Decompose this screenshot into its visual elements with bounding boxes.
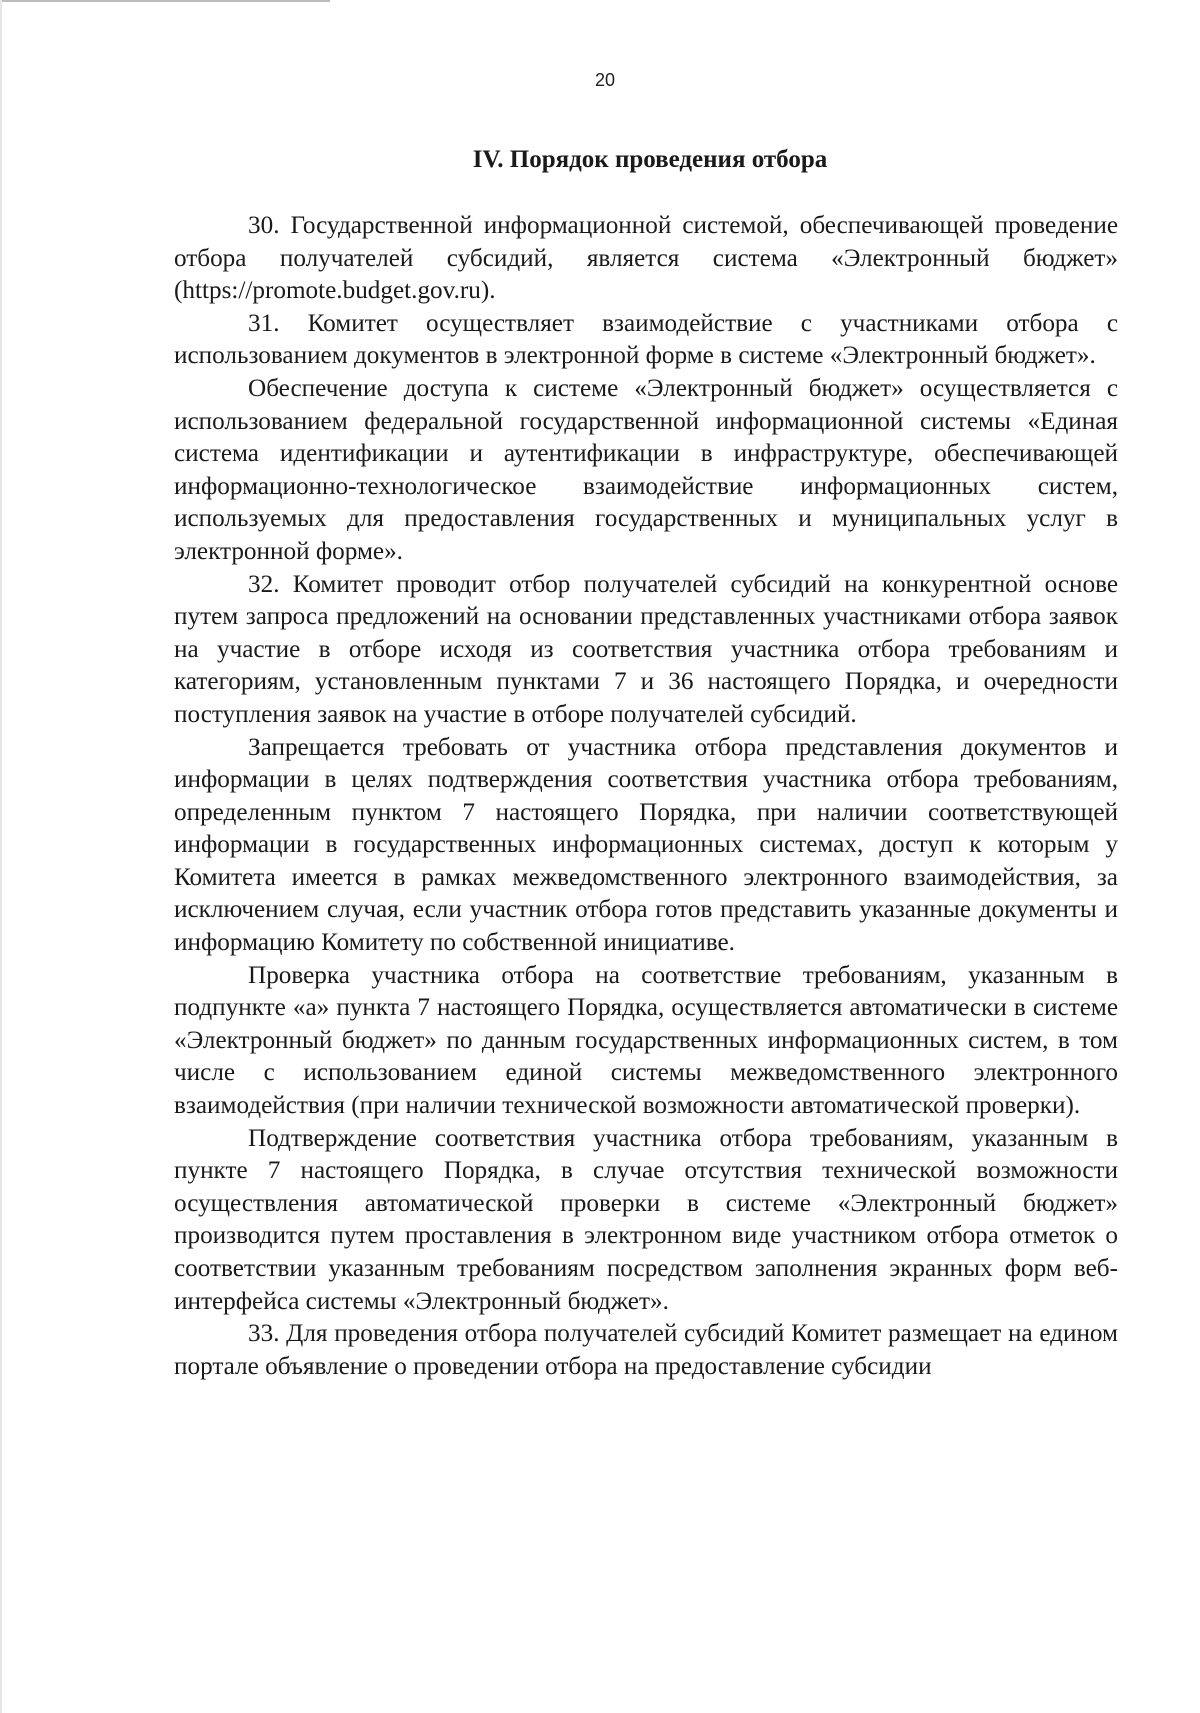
scan-edge-left [0,0,2,1713]
document-body [174,210,1118,1383]
paragraph-32-confirmation: Подтверждение соответствия участника отбора требованиям, указанным в пункте 7 настоящего Порядка, в случае отсутствия технической возможности осуществления автоматической проверки в системе «Электронный бюджет» производится путем проставления в электронном виде участником отбора отметок о соответствии указанным требованиям посредством заполнения экранных форм веб-интерфейса системы «Электронный бюджет». [174,1124,1118,1315]
section-heading: IV. Порядок проведения отбора [472,146,828,173]
paragraph-33: 33. Для проведения отбора получателей субсидий Комитет размещает на едином портале объявление о проведении отбора на предоставление субсидии [174,1320,1118,1380]
paragraph-31: 31. Комитет осуществляет взаимодействие с участниками отбора с использованием документов в электронной форме в системе «Электронный бюджет». [174,309,1118,370]
paragraph-32: 32. Комитет проводит отбор получателей субсидий на конкурентной основе путем запроса предложений на основании представленных участниками отбора заявок на участие в отборе исходя из соответствия участника отбора требованиям и категориям, установленным пунктами 7 и 36 настоящего Порядка, и очередности поступления заявок на участие в отборе получателей субсидий. [174,570,1118,728]
paragraph-32-prohibition: Запрещается требовать от участника отбора представления документов и информации в целях подтверждения соответствия участника отбора требованиям, определенным пунктом 7 настоящего Порядка, при наличии соответствующей информации в государственных информационных системах, доступ к которым у Комитета имеется в рамках межведомственного электронного взаимодействия, за исключением случая, если участник отбора готов представить указанные документы и информацию Комитету по собственной инициативе. [174,733,1118,957]
paragraph-31-access: Обеспечение доступа к системе «Электронный бюджет» осуществляется с использованием федеральной государственной информационной системы «Единая система идентификации и аутентификации в инфраструктуре, обеспечивающей информационно-технологическое взаимодействие информационных систем, используемых для предоставления государственных и муниципальных услуг в электронной форме». [174,374,1118,565]
scan-edge-top [0,0,330,2]
paragraph-32-verification: Проверка участника отбора на соответствие требованиям, указанным в подпункте «а» пункта 7 настоящего Порядка, осуществляется автоматически в системе «Электронный бюджет» по данным государственных информационных систем, в том числе с использованием единой системы межведомственного электронного взаимодействия (при наличии технической возможности автоматической проверки). [174,961,1118,1120]
paragraph-30: 30. Государственной информационной системой, обеспечивающей проведение отбора получателей субсидий, является система «Электронный бюджет» (https://promote.budget.gov.ru). [174,212,1118,305]
page-number: 20 [594,70,616,90]
